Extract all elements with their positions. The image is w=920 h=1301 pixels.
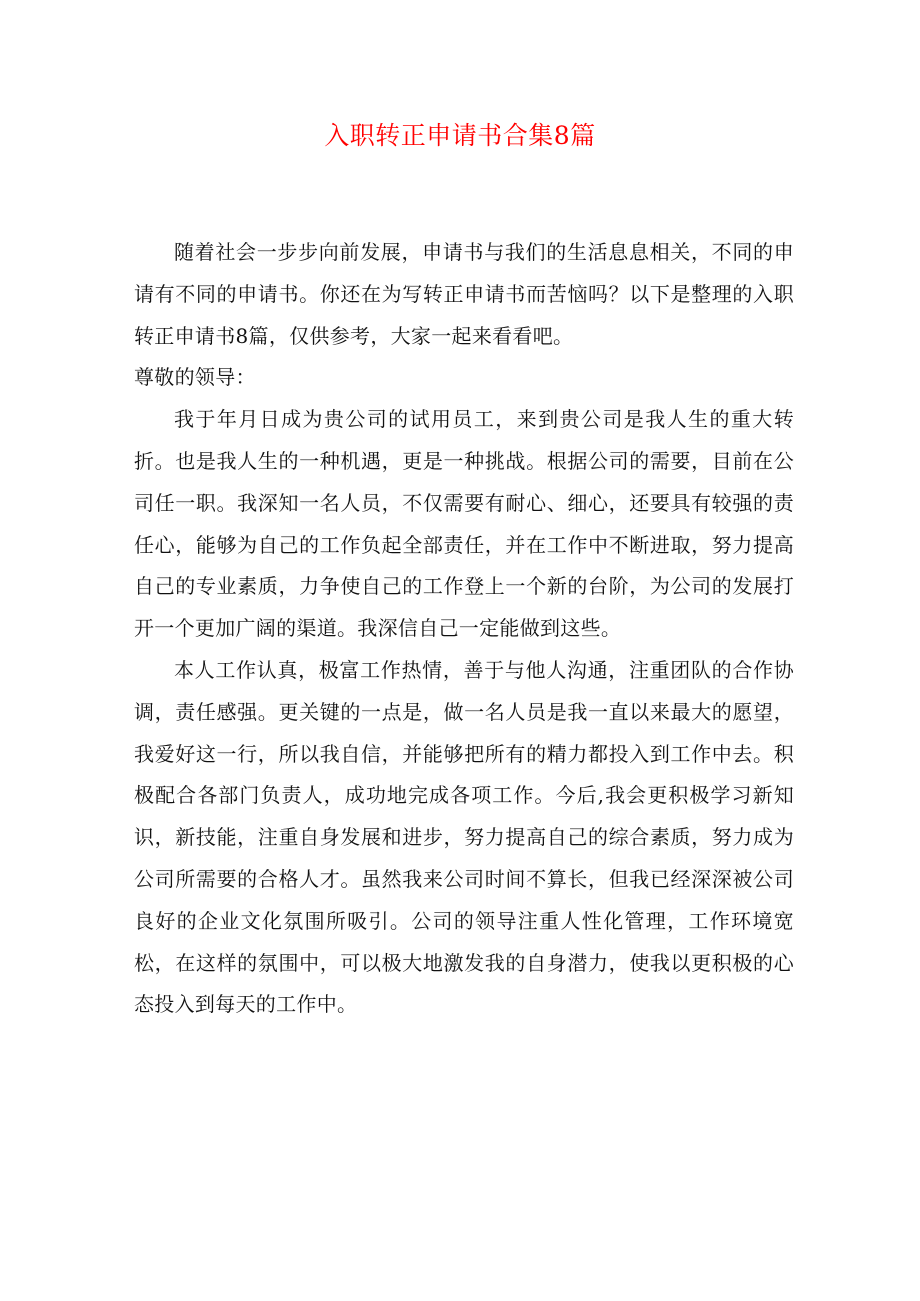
body-paragraph-2: 本人工作认真，极富工作热情，善于与他人沟通，注重团队的合作协调，责任感强。更关键的一点是，做一名人员是我一直以来最大的愿望，我爱好这一行，所以我自信，并能够把所有的精力都投入到工作中去。积极配合各部门负责人，成功地完成各项工作。今后,我会更积极学习新知识，新技能，注重自身发展和进步，努力提高自己的综合素质，努力成为公司所需要的合格人才。虽然我来公司时间不算长，但我已经深深被公司良好的企业文化氛围所吸引。公司的领导注重人性化管理，工作环境宽松，在这样的氛围中，可以极大地激发我的自身潜力，使我以更积极的心态投入到每天的工作中。 [134, 657, 794, 1017]
intro-paragraph: 随着社会一步步向前发展，申请书与我们的生活息息相关，不同的申请有不同的申请书。你还在为写转正申请书而苦恼吗？以下是整理的入职转正申请书8篇，仅供参考，大家一起来看看吧。 [134, 240, 794, 348]
document-body [134, 232, 794, 1026]
body-paragraph-1: 我于年月日成为贵公司的试用员工，来到贵公司是我人生的重大转折。也是我人生的一种机遇，更是一种挑战。根据公司的需要，目前在公司任一职。我深知一名人员，不仅需要有耐心、细心，还要具有较强的责任心，能够为自己的工作负起全部责任，并在工作中不断进取，努力提高自己的专业素质，力争使自己的工作登上一个新的台阶，为公司的发展打开一个更加广阔的渠道。我深信自己一定能做到这些。 [134, 407, 794, 641]
document-title: 入职转正申请书合集8篇 [324, 121, 596, 150]
salutation: 尊敬的领导： [134, 365, 256, 390]
